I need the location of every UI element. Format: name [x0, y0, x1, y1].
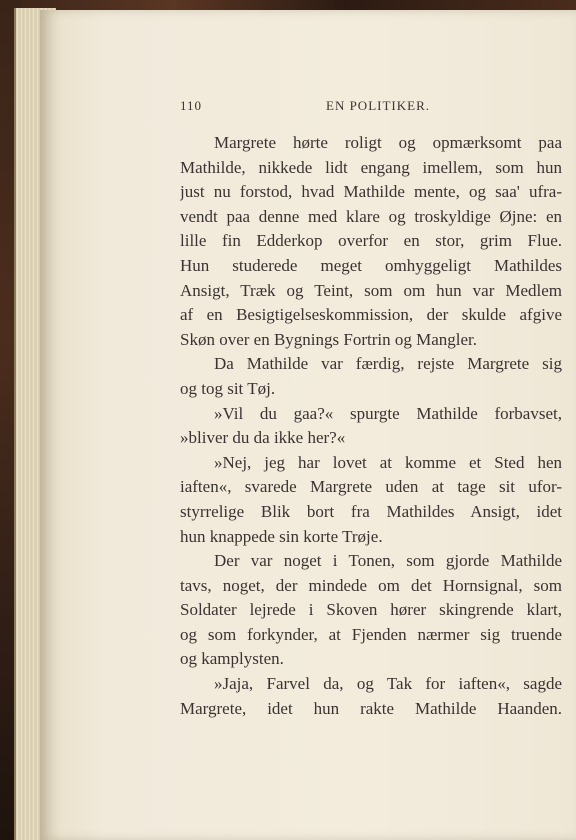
text-line: Margrete, idet hun rakte Mathilde Haanden. [180, 698, 562, 718]
text-line: »Nej, jeg har lovet at komme et Sted hen [214, 452, 562, 472]
text-line: styrrelige Blik bort fra Mathildes Ansigt, idet [180, 501, 562, 521]
text-line: af en Besigtigelseskommission, der skulde afgive [180, 305, 562, 325]
running-head [180, 98, 560, 118]
body-text [180, 131, 562, 721]
text-line: Ansigt, Træk og Teint, som om hun var Medlem [180, 280, 562, 300]
text-line: Mathilde, nikkede lidt engang imellem, som hun [180, 157, 562, 177]
text-line: Hun studerede meget omhyggeligt Mathildes [180, 255, 562, 275]
text-line: tavs, noget, der mindede om det Hornsignal, som [180, 575, 562, 595]
book-page [40, 10, 576, 840]
text-line: vendt paa denne med klare og troskyldige Øjne: en [180, 206, 562, 226]
running-title: EN POLITIKER. [326, 98, 430, 113]
page-number: 110 [180, 98, 203, 113]
text-line: lille fin Edderkop overfor en stor, grim Flue. [180, 231, 562, 251]
text-line: just nu forstod, hvad Mathilde mente, og saa' ufra- [180, 182, 562, 202]
text-line: Da Mathilde var færdig, rejste Margrete sig [214, 354, 562, 374]
text-line: Margrete hørte roligt og opmærksomt paa [214, 133, 562, 152]
text-line: iaften«, svarede Margrete uden at tage sit ufor- [180, 477, 562, 497]
text-line: og som forkynder, at Fjenden nærmer sig truende [180, 624, 562, 644]
text-line: og tog sit Tøj. [180, 378, 276, 398]
text-line: hun knappede sin korte Trøje. [180, 526, 383, 546]
text-line: »Jaja, Farvel da, og Tak for iaften«, sagde [214, 674, 562, 694]
text-line: Skøn over en Bygnings Fortrin og Mangler. [180, 329, 478, 349]
text-line: Soldater lejrede i Skoven hører skingrende klart, [180, 600, 562, 620]
text-line: Der var noget i Tonen, som gjorde Mathilde [214, 551, 562, 571]
text-line: »bliver du da ikke her?« [180, 428, 346, 448]
text-line: »Vil du gaa?« spurgte Mathilde forbavset, [214, 403, 562, 423]
text-line: og kamplysten. [180, 649, 284, 669]
